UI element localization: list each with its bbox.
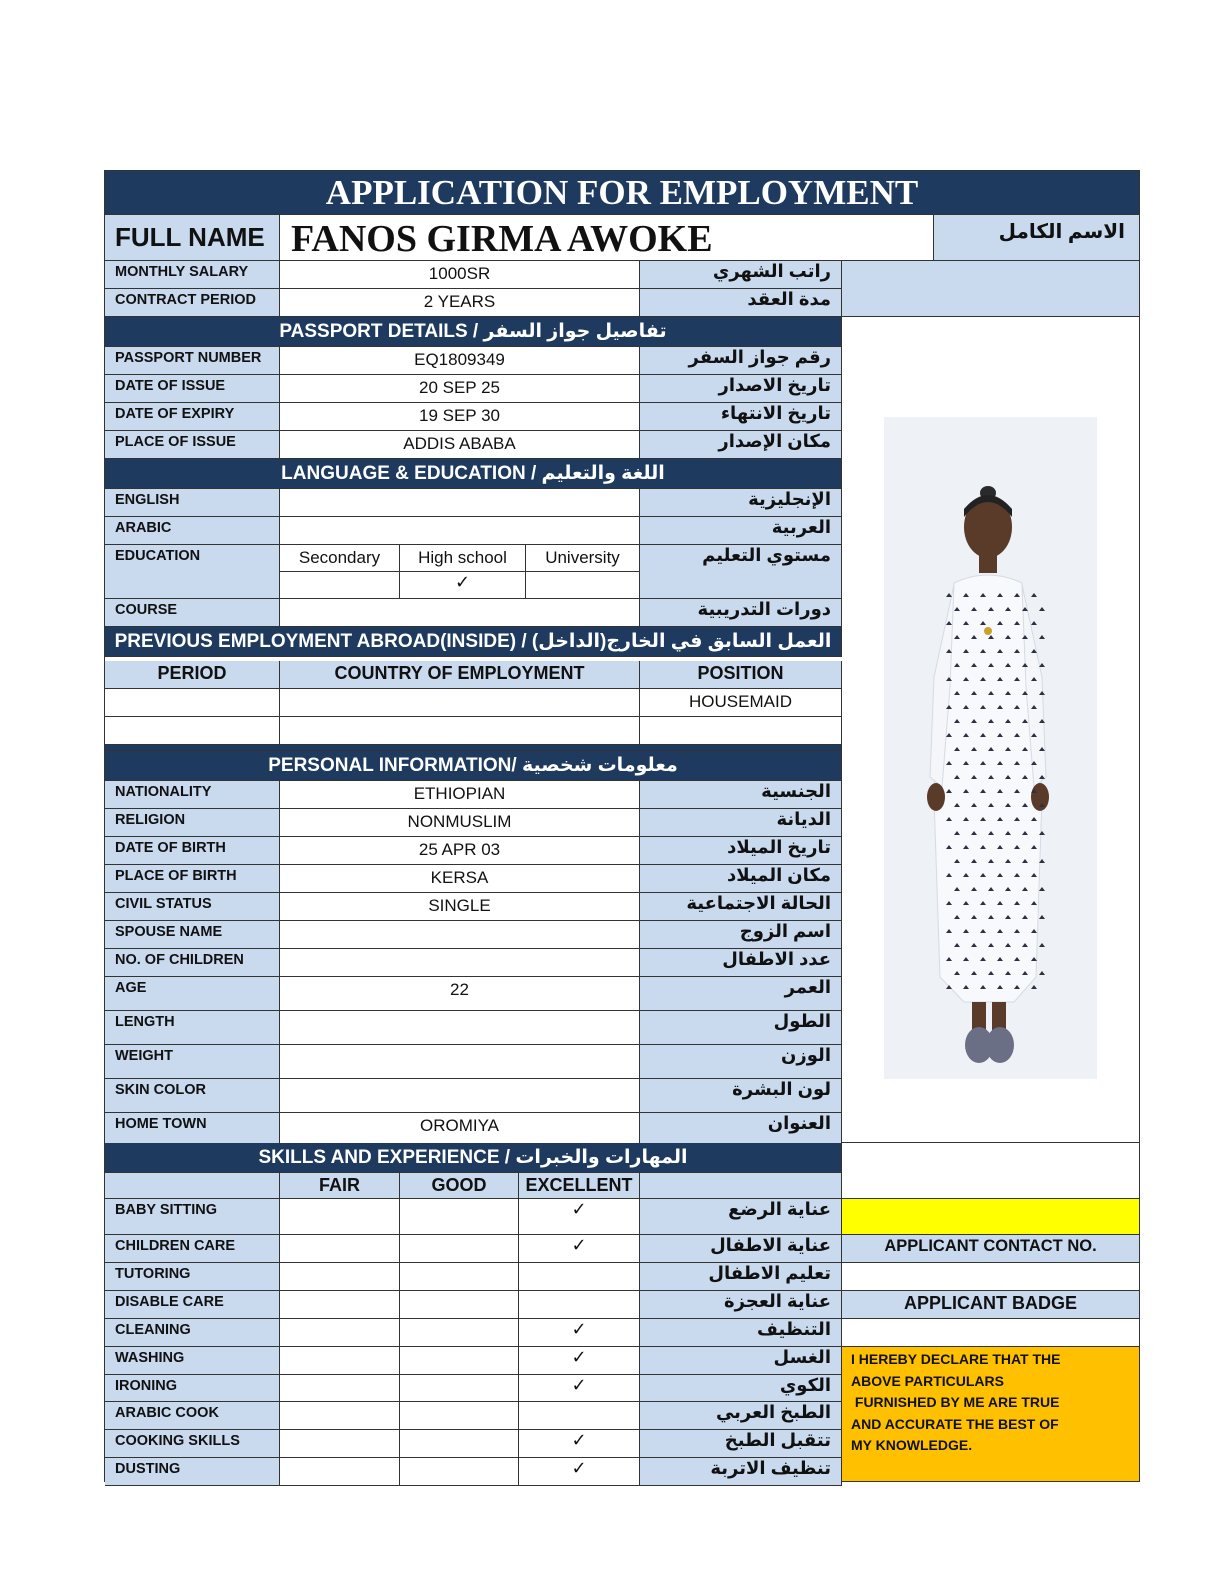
education-check-1[interactable] <box>400 572 526 599</box>
skill-good-6[interactable] <box>400 1375 519 1402</box>
passport-label-2-text: DATE OF EXPIRY <box>115 406 235 422</box>
language-section-title-ar: اللغة والتعليم <box>541 463 665 484</box>
passport-label-1-text: DATE OF ISSUE <box>115 378 226 394</box>
skill-ar-3 <box>640 1291 842 1319</box>
declaration-line: FURNISHED BY ME ARE TRUE <box>851 1394 1060 1410</box>
employment-country-0[interactable] <box>280 689 640 717</box>
education-option-2 <box>526 545 640 572</box>
col-good-text: GOOD <box>431 1175 487 1195</box>
course-value[interactable] <box>280 599 640 627</box>
personal-label-2-text: DATE OF BIRTH <box>115 840 226 856</box>
course-label <box>105 599 280 627</box>
passport-label-3-text: PLACE OF ISSUE <box>115 434 236 450</box>
passport-ar-1-text: تاريخ الاصدار <box>718 375 831 395</box>
course-ar-text: دورات التدريبية <box>697 599 831 619</box>
contact-label-text: APPLICANT CONTACT NO. <box>884 1237 1097 1255</box>
personal-label-2 <box>105 837 280 865</box>
col-excellent <box>519 1173 640 1199</box>
skill-label-8-text: COOKING SKILLS <box>115 1433 240 1449</box>
skill-label-1-text: CHILDREN CARE <box>115 1238 236 1254</box>
applicant-photo <box>884 417 1097 1079</box>
contract-value-1[interactable] <box>280 289 640 317</box>
skill-ar-9-text: تنظيف الاتربة <box>710 1458 831 1478</box>
personal-label-7-text: AGE <box>115 980 147 996</box>
employment-position-0[interactable] <box>640 689 842 717</box>
skill-label-9-text: DUSTING <box>115 1461 181 1477</box>
skill-excellent-8[interactable] <box>519 1430 640 1458</box>
skill-excellent-2[interactable] <box>519 1263 640 1291</box>
language-section-title-en: LANGUAGE & EDUCATION / <box>281 463 537 484</box>
skill-fair-7[interactable] <box>280 1402 400 1430</box>
passport-label-3 <box>105 431 280 459</box>
full-name-label-text: FULL NAME <box>115 222 265 252</box>
skill-good-2[interactable] <box>400 1263 519 1291</box>
skill-excellent-1-text: ✓ <box>571 1235 587 1255</box>
education-label-text: EDUCATION <box>115 548 201 564</box>
personal-value-0[interactable] <box>280 781 640 809</box>
employment-position-1[interactable] <box>640 717 842 745</box>
personal-label-7 <box>105 977 280 1011</box>
previous-employment-title <box>105 627 842 657</box>
skill-fair-6[interactable] <box>280 1375 400 1402</box>
skill-fair-2[interactable] <box>280 1263 400 1291</box>
skill-label-4-text: CLEANING <box>115 1322 191 1338</box>
personal-ar-3-text: مكان الميلاد <box>727 865 831 885</box>
personal-label-4 <box>105 893 280 921</box>
passport-label-0-text: PASSPORT NUMBER <box>115 350 262 366</box>
arabic-ar <box>640 517 842 545</box>
skill-ar-0-text: عناية الرضع <box>728 1199 831 1219</box>
skill-ar-8 <box>640 1430 842 1458</box>
skill-good-4[interactable] <box>400 1319 519 1347</box>
personal-value-3-text: KERSA <box>430 868 489 887</box>
declaration-line: AND ACCURATE THE BEST OF <box>851 1415 1059 1432</box>
full-name-text: FANOS GIRMA AWOKE <box>291 218 713 260</box>
skills-section-title-ar: المهارات والخبرات <box>515 1147 688 1168</box>
employment-period-0[interactable] <box>105 689 280 717</box>
passport-value-1-text: 20 SEP 25 <box>419 378 500 397</box>
skill-label-6-text: IRONING <box>115 1378 178 1394</box>
col-position <box>640 661 842 689</box>
education-check-0[interactable] <box>280 572 400 599</box>
skill-excellent-9[interactable] <box>519 1458 640 1486</box>
employment-country-1[interactable] <box>280 717 640 745</box>
personal-ar-1 <box>640 809 842 837</box>
full-name-ar <box>934 215 1140 261</box>
personal-ar-9 <box>640 1045 842 1079</box>
passport-value-0-text: EQ1809349 <box>414 350 505 369</box>
personal-value-4-text: SINGLE <box>428 896 491 915</box>
declaration-box <box>842 1347 1140 1482</box>
personal-ar-11 <box>640 1113 842 1145</box>
contract-ar-1-text: مدة العقد <box>747 289 831 309</box>
passport-ar-2 <box>640 403 842 431</box>
contract-label-0-text: MONTHLY SALARY <box>115 264 249 280</box>
skill-label-0 <box>105 1199 280 1235</box>
skill-label-3 <box>105 1291 280 1319</box>
language-section-title <box>105 459 842 489</box>
contract-ar-1 <box>640 289 842 317</box>
skill-label-7 <box>105 1402 280 1430</box>
badge-label <box>842 1291 1140 1319</box>
skill-good-5[interactable] <box>400 1347 519 1375</box>
personal-ar-2-text: تاريخ الميلاد <box>727 837 831 857</box>
passport-label-2 <box>105 403 280 431</box>
personal-value-8[interactable] <box>280 1011 640 1045</box>
skill-ar-0 <box>640 1199 842 1235</box>
passport-ar-3-text: مكان الإصدار <box>718 431 831 451</box>
passport-value-2-text: 19 SEP 30 <box>419 406 500 425</box>
side-yellow-bar <box>842 1199 1140 1235</box>
passport-ar-2-text: تاريخ الانتهاء <box>720 403 831 423</box>
skill-fair-9[interactable] <box>280 1458 400 1486</box>
skill-ar-6 <box>640 1375 842 1402</box>
personal-ar-11-text: العنوان <box>767 1113 831 1133</box>
skill-label-3-text: DISABLE CARE <box>115 1294 224 1310</box>
personal-value-5[interactable] <box>280 921 640 949</box>
applicant-photo-figure <box>884 417 1097 1079</box>
skill-good-8[interactable] <box>400 1430 519 1458</box>
personal-value-4[interactable] <box>280 893 640 921</box>
col-fair <box>280 1173 400 1199</box>
personal-label-8 <box>105 1011 280 1045</box>
col-period <box>105 661 280 689</box>
arabic-label <box>105 517 280 545</box>
education-option-0-text: Secondary <box>298 548 381 567</box>
passport-ar-0-text: رقم جواز السفر <box>688 347 831 367</box>
personal-ar-6 <box>640 949 842 977</box>
col-excellent-text: EXCELLENT <box>525 1175 633 1195</box>
col-country-text: COUNTRY OF EMPLOYMENT <box>334 663 585 683</box>
skills-col-blank-ar <box>640 1173 842 1199</box>
personal-label-9-text: WEIGHT <box>115 1048 173 1064</box>
skill-ar-6-text: الكوي <box>779 1375 831 1395</box>
personal-label-6 <box>105 949 280 977</box>
personal-section-title-en: PERSONAL INFORMATION/ <box>268 755 517 776</box>
personal-value-2-text: 25 APR 03 <box>418 840 501 859</box>
skill-excellent-1[interactable] <box>519 1235 640 1263</box>
arabic-value[interactable] <box>280 517 640 545</box>
education-ar-text: مستوي التعليم <box>702 545 831 565</box>
application-form <box>104 170 1140 1482</box>
course-label-text: COURSE <box>115 602 178 618</box>
skill-ar-1-text: عناية الاطفال <box>710 1235 831 1255</box>
skill-ar-2-text: تعليم الاطفال <box>708 1263 831 1283</box>
skill-label-9 <box>105 1458 280 1486</box>
skill-ar-8-text: تتقبل الطبخ <box>724 1430 831 1450</box>
skill-fair-3[interactable] <box>280 1291 400 1319</box>
personal-value-7[interactable] <box>280 977 640 1011</box>
personal-ar-9-text: الوزن <box>781 1045 831 1065</box>
personal-ar-4 <box>640 893 842 921</box>
form-title-text: APPLICATION FOR EMPLOYMENT <box>325 173 919 212</box>
personal-ar-0 <box>640 781 842 809</box>
passport-ar-0 <box>640 347 842 375</box>
personal-ar-10 <box>640 1079 842 1113</box>
personal-label-4-text: CIVIL STATUS <box>115 896 212 912</box>
side-blank-top <box>842 1143 1140 1199</box>
skill-label-2 <box>105 1263 280 1291</box>
skill-good-7[interactable] <box>400 1402 519 1430</box>
full-name-value[interactable] <box>280 215 934 261</box>
skill-fair-8[interactable] <box>280 1430 400 1458</box>
passport-value-3[interactable] <box>280 431 640 459</box>
passport-value-1[interactable] <box>280 375 640 403</box>
contact-value[interactable] <box>842 1263 1140 1291</box>
skill-excellent-0[interactable] <box>519 1199 640 1235</box>
personal-label-11 <box>105 1113 280 1145</box>
passport-section-title-ar: تفاصيل جواز السفر <box>483 321 667 342</box>
personal-value-6[interactable] <box>280 949 640 977</box>
skill-label-5-text: WASHING <box>115 1350 185 1366</box>
passport-section-title-en: PASSPORT DETAILS / <box>279 321 479 342</box>
skill-excellent-5-text: ✓ <box>571 1347 587 1367</box>
personal-label-0 <box>105 781 280 809</box>
contract-label-0 <box>105 261 280 289</box>
skill-ar-4-text: التنظيف <box>757 1319 831 1339</box>
contract-ar-0-text: راتب الشهري <box>712 261 831 281</box>
skills-section-title-en: SKILLS AND EXPERIENCE / <box>258 1147 511 1168</box>
personal-section-title <box>105 751 842 781</box>
personal-ar-4-text: الحالة الاجتماعية <box>686 893 831 913</box>
personal-value-11-text: OROMIYA <box>419 1116 500 1135</box>
contract-side-blank <box>842 261 1140 317</box>
personal-label-11-text: HOME TOWN <box>115 1116 207 1132</box>
passport-ar-3 <box>640 431 842 459</box>
english-ar <box>640 489 842 517</box>
personal-value-11[interactable] <box>280 1113 640 1145</box>
personal-value-0-text: ETHIOPIAN <box>413 784 506 803</box>
english-label <box>105 489 280 517</box>
english-ar-text: الإنجليزية <box>748 489 831 509</box>
badge-label-text: APPLICANT BADGE <box>903 1293 1077 1313</box>
col-position-text: POSITION <box>697 663 784 683</box>
skill-excellent-8-text: ✓ <box>571 1430 587 1450</box>
declaration-line: ABOVE PARTICULARS <box>851 1372 1004 1389</box>
personal-value-10[interactable] <box>280 1079 640 1113</box>
skill-good-3[interactable] <box>400 1291 519 1319</box>
personal-label-3 <box>105 865 280 893</box>
skill-label-4 <box>105 1319 280 1347</box>
full-name-label <box>105 215 280 261</box>
personal-label-9 <box>105 1045 280 1079</box>
employment-position-0-text: HOUSEMAID <box>689 692 792 711</box>
col-fair-text: FAIR <box>318 1175 360 1195</box>
skill-ar-4 <box>640 1319 842 1347</box>
form-title <box>105 171 1140 215</box>
english-label-text: ENGLISH <box>115 492 180 508</box>
skill-fair-4[interactable] <box>280 1319 400 1347</box>
contact-label <box>842 1235 1140 1263</box>
skill-ar-2 <box>640 1263 842 1291</box>
skills-section-title <box>105 1143 842 1173</box>
skill-excellent-9-text: ✓ <box>571 1458 587 1478</box>
personal-label-1-text: RELIGION <box>115 812 186 828</box>
skill-ar-5-text: الغسل <box>773 1347 831 1367</box>
skill-ar-9 <box>640 1458 842 1486</box>
skill-label-1 <box>105 1235 280 1263</box>
skill-label-5 <box>105 1347 280 1375</box>
education-check-1-text: ✓ <box>454 572 471 592</box>
contract-label-1 <box>105 289 280 317</box>
skill-ar-7 <box>640 1402 842 1430</box>
skill-excellent-7[interactable] <box>519 1402 640 1430</box>
passport-section-title <box>105 317 842 347</box>
education-ar <box>640 545 842 599</box>
education-label <box>105 545 280 599</box>
badge-value[interactable] <box>842 1319 1140 1347</box>
passport-label-0 <box>105 347 280 375</box>
col-period-text: PERIOD <box>157 663 227 683</box>
skill-excellent-0-text: ✓ <box>571 1199 587 1219</box>
skill-ar-3-text: عناية العجزة <box>724 1291 831 1311</box>
personal-value-7-text: 22 <box>450 980 469 999</box>
skill-fair-0[interactable] <box>280 1199 400 1235</box>
previous-employment-title-ar: العمل السابق في الخارج(الداخل) <box>531 631 832 652</box>
personal-label-8-text: LENGTH <box>115 1014 175 1030</box>
contract-ar-0 <box>640 261 842 289</box>
skill-ar-5 <box>640 1347 842 1375</box>
col-country <box>280 661 640 689</box>
personal-ar-8 <box>640 1011 842 1045</box>
arabic-ar-text: العربية <box>771 517 831 537</box>
skill-good-9[interactable] <box>400 1458 519 1486</box>
personal-ar-7 <box>640 977 842 1011</box>
education-option-0 <box>280 545 400 572</box>
declaration-line: MY KNOWLEDGE. <box>851 1437 973 1453</box>
education-check-2[interactable] <box>526 572 640 599</box>
passport-label-1 <box>105 375 280 403</box>
contract-value-0-text: 1000SR <box>428 264 491 283</box>
employment-period-1[interactable] <box>105 717 280 745</box>
personal-ar-0-text: الجنسية <box>761 781 831 801</box>
personal-label-0-text: NATIONALITY <box>115 784 212 800</box>
passport-value-2[interactable] <box>280 403 640 431</box>
passport-value-0[interactable] <box>280 347 640 375</box>
personal-value-9[interactable] <box>280 1045 640 1079</box>
personal-ar-6-text: عدد الاطفال <box>722 949 831 969</box>
personal-ar-5 <box>640 921 842 949</box>
personal-value-1[interactable] <box>280 809 640 837</box>
personal-label-3-text: PLACE OF BIRTH <box>115 868 237 884</box>
personal-ar-8-text: الطول <box>773 1011 831 1031</box>
personal-ar-5-text: اسم الزوج <box>739 921 831 941</box>
skill-label-6 <box>105 1375 280 1402</box>
education-option-1-text: High school <box>418 548 507 567</box>
contract-value-1-text: 2 YEARS <box>423 292 496 311</box>
skill-good-0[interactable] <box>400 1199 519 1235</box>
skill-excellent-4[interactable] <box>519 1319 640 1347</box>
education-option-2-text: University <box>545 548 620 567</box>
personal-label-10-text: SKIN COLOR <box>115 1082 207 1098</box>
skill-ar-1 <box>640 1235 842 1263</box>
skill-fair-1[interactable] <box>280 1235 400 1263</box>
skill-label-0-text: BABY SITTING <box>115 1202 218 1218</box>
skill-excellent-4-text: ✓ <box>571 1319 587 1339</box>
skill-label-8 <box>105 1430 280 1458</box>
personal-ar-2 <box>640 837 842 865</box>
previous-employment-title-en: PREVIOUS EMPLOYMENT ABROAD(INSIDE) / <box>114 631 527 652</box>
skill-excellent-5[interactable] <box>519 1347 640 1375</box>
skill-fair-5[interactable] <box>280 1347 400 1375</box>
english-value[interactable] <box>280 489 640 517</box>
passport-value-3-text: ADDIS ABABA <box>403 434 516 453</box>
skill-excellent-6-text: ✓ <box>571 1375 587 1395</box>
personal-value-3[interactable] <box>280 865 640 893</box>
personal-label-5 <box>105 921 280 949</box>
personal-ar-1-text: الديانة <box>776 809 831 829</box>
skill-label-2-text: TUTORING <box>115 1266 191 1282</box>
full-name-ar-text: الاسم الكامل <box>998 221 1125 243</box>
contract-label-1-text: CONTRACT PERIOD <box>115 292 256 308</box>
personal-label-1 <box>105 809 280 837</box>
skill-good-1[interactable] <box>400 1235 519 1263</box>
skill-excellent-6[interactable] <box>519 1375 640 1402</box>
personal-label-10 <box>105 1079 280 1113</box>
skill-label-7-text: ARABIC COOK <box>115 1405 219 1421</box>
skills-col-blank <box>105 1173 280 1199</box>
education-option-1 <box>400 545 526 572</box>
skill-excellent-3[interactable] <box>519 1291 640 1319</box>
col-good <box>400 1173 519 1199</box>
contract-value-0[interactable] <box>280 261 640 289</box>
declaration-line: I HEREBY DECLARE THAT THE <box>851 1351 1061 1367</box>
personal-ar-7-text: العمر <box>784 977 831 997</box>
passport-ar-1 <box>640 375 842 403</box>
skill-ar-7-text: الطبخ العربي <box>715 1402 831 1422</box>
personal-value-1-text: NONMUSLIM <box>407 812 512 831</box>
course-ar <box>640 599 842 627</box>
personal-section-title-ar: معلومات شخصية <box>521 755 678 776</box>
arabic-label-text: ARABIC <box>115 520 172 536</box>
personal-ar-3 <box>640 865 842 893</box>
personal-label-6-text: NO. OF CHILDREN <box>115 952 244 968</box>
personal-ar-10-text: لون البشرة <box>732 1079 831 1099</box>
personal-label-5-text: SPOUSE NAME <box>115 924 223 940</box>
personal-value-2[interactable] <box>280 837 640 865</box>
